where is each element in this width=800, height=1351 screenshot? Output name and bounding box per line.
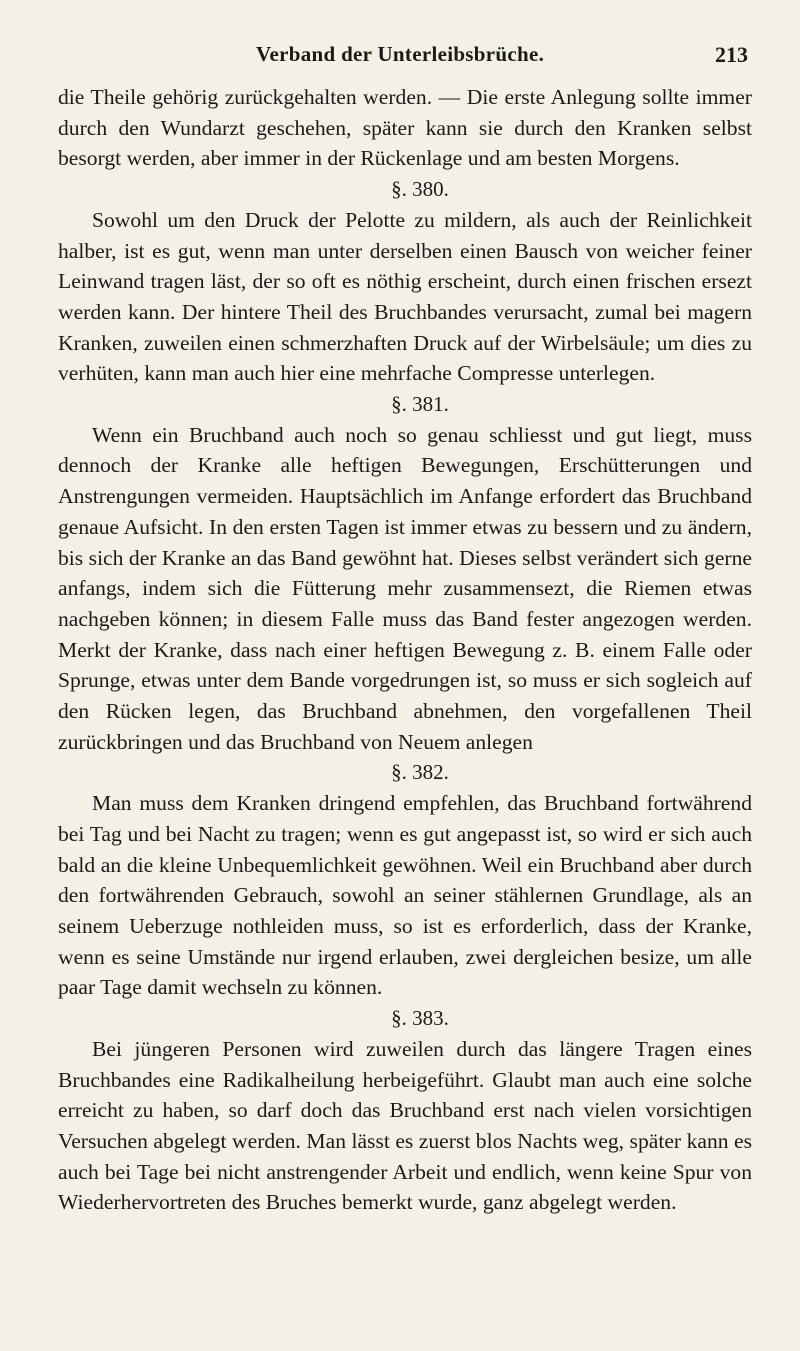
section-heading-381: §. 381. <box>391 392 449 417</box>
paragraph-380: Sowohl um den Druck der Pelotte zu mildern, als auch der Reinlichkeit halber, ist es gut, wenn man unter derselben einen Bausch von weicher feiner Leinwand tragen läst, der so oft es nöthig erscheint, durch einen frischen ersezt werden kann. Der hintere Theil des Bruchbandes verursacht, zumal bei magern Kranken, zuweilen einen schmerzhaften Druck auf der Wirbelsäule; um dies zu verhüten, kann man auch hier eine mehrfache Compresse unterlegen. <box>58 207 752 386</box>
running-head <box>58 42 752 82</box>
paragraph-382: Man muss dem Kranken dringend empfehlen, das Bruchband fortwährend bei Tag und bei Nacht zu tragen; wenn es gut angepasst ist, so wird er sich auch bald an die kleine Unbequemlichkeit gewöhnen. Weil ein Bruchband aber durch den fortwährenden Gebrauch, sowohl an seiner stählernen Grundlage, als an seinem Ueberzuge nothleiden muss, so ist es erforderlich, dass der Kranke, wenn es seine Umstände nur irgend erlauben, zwei dergleichen besize, um alle paar Tage damit wechseln zu können. <box>58 791 752 1000</box>
section-heading-383: §. 383. <box>391 1006 449 1031</box>
running-head-title: Verband der Unterleibsbrüche. <box>256 42 545 66</box>
body-text <box>58 82 752 1218</box>
section-heading-382: §. 382. <box>391 760 449 785</box>
page-number: 213 <box>715 42 748 67</box>
paragraph-continuation: die Theile gehörig zurückgehalten werden. — Die erste Anlegung sollte immer durch den Wundarzt geschehen, später kann sie durch den Kranken selbst besorgt werden, aber immer in der Rückenlage und am besten Morgens. <box>58 85 752 171</box>
paragraph-381: Wenn ein Bruchband auch noch so genau schliesst und gut liegt, muss dennoch der Kranke alle heftigen Bewegungen, Erschütterungen und Anstrengungen vermeiden. Hauptsächlich im Anfange erfordert das Bruchband genaue Aufsicht. In den ersten Tagen ist immer etwas zu bessern und zu ändern, bis sich der Kranke an das Band gewöhnt hat. Dieses selbst verändert sich gerne anfangs, indem sich die Fütterung mehr zusammensezt, die Riemen etwas nachgeben können; in diesem Falle muss das Band fester angezogen werden. Merkt der Kranke, dass nach einer heftigen Bewegung z. B. einem Falle oder Sprunge, etwas unter dem Bande vorgedrungen ist, so muss er sich sogleich auf den Rücken legen, das Bruchband abnehmen, den vorgefallenen Theil zurückbringen und das Bruchband von Neuem anlegen <box>58 422 752 754</box>
section-heading-380: §. 380. <box>391 177 449 202</box>
paragraph-383: Bei jüngeren Personen wird zuweilen durch das längere Tragen eines Bruchbandes eine Radikalheilung herbeigeführt. Glaubt man auch eine solche erreicht zu haben, so darf doch das Bruchband erst nach vielen vorsichtigen Versuchen abgelegt werden. Man lässt es zuerst blos Nachts weg, später kann es auch bei Tage bei nicht anstrengender Arbeit und endlich, wenn keine Spur von Wiederhervortreten des Bruches bemerkt wurde, ganz abgelegt werden. <box>58 1036 752 1215</box>
